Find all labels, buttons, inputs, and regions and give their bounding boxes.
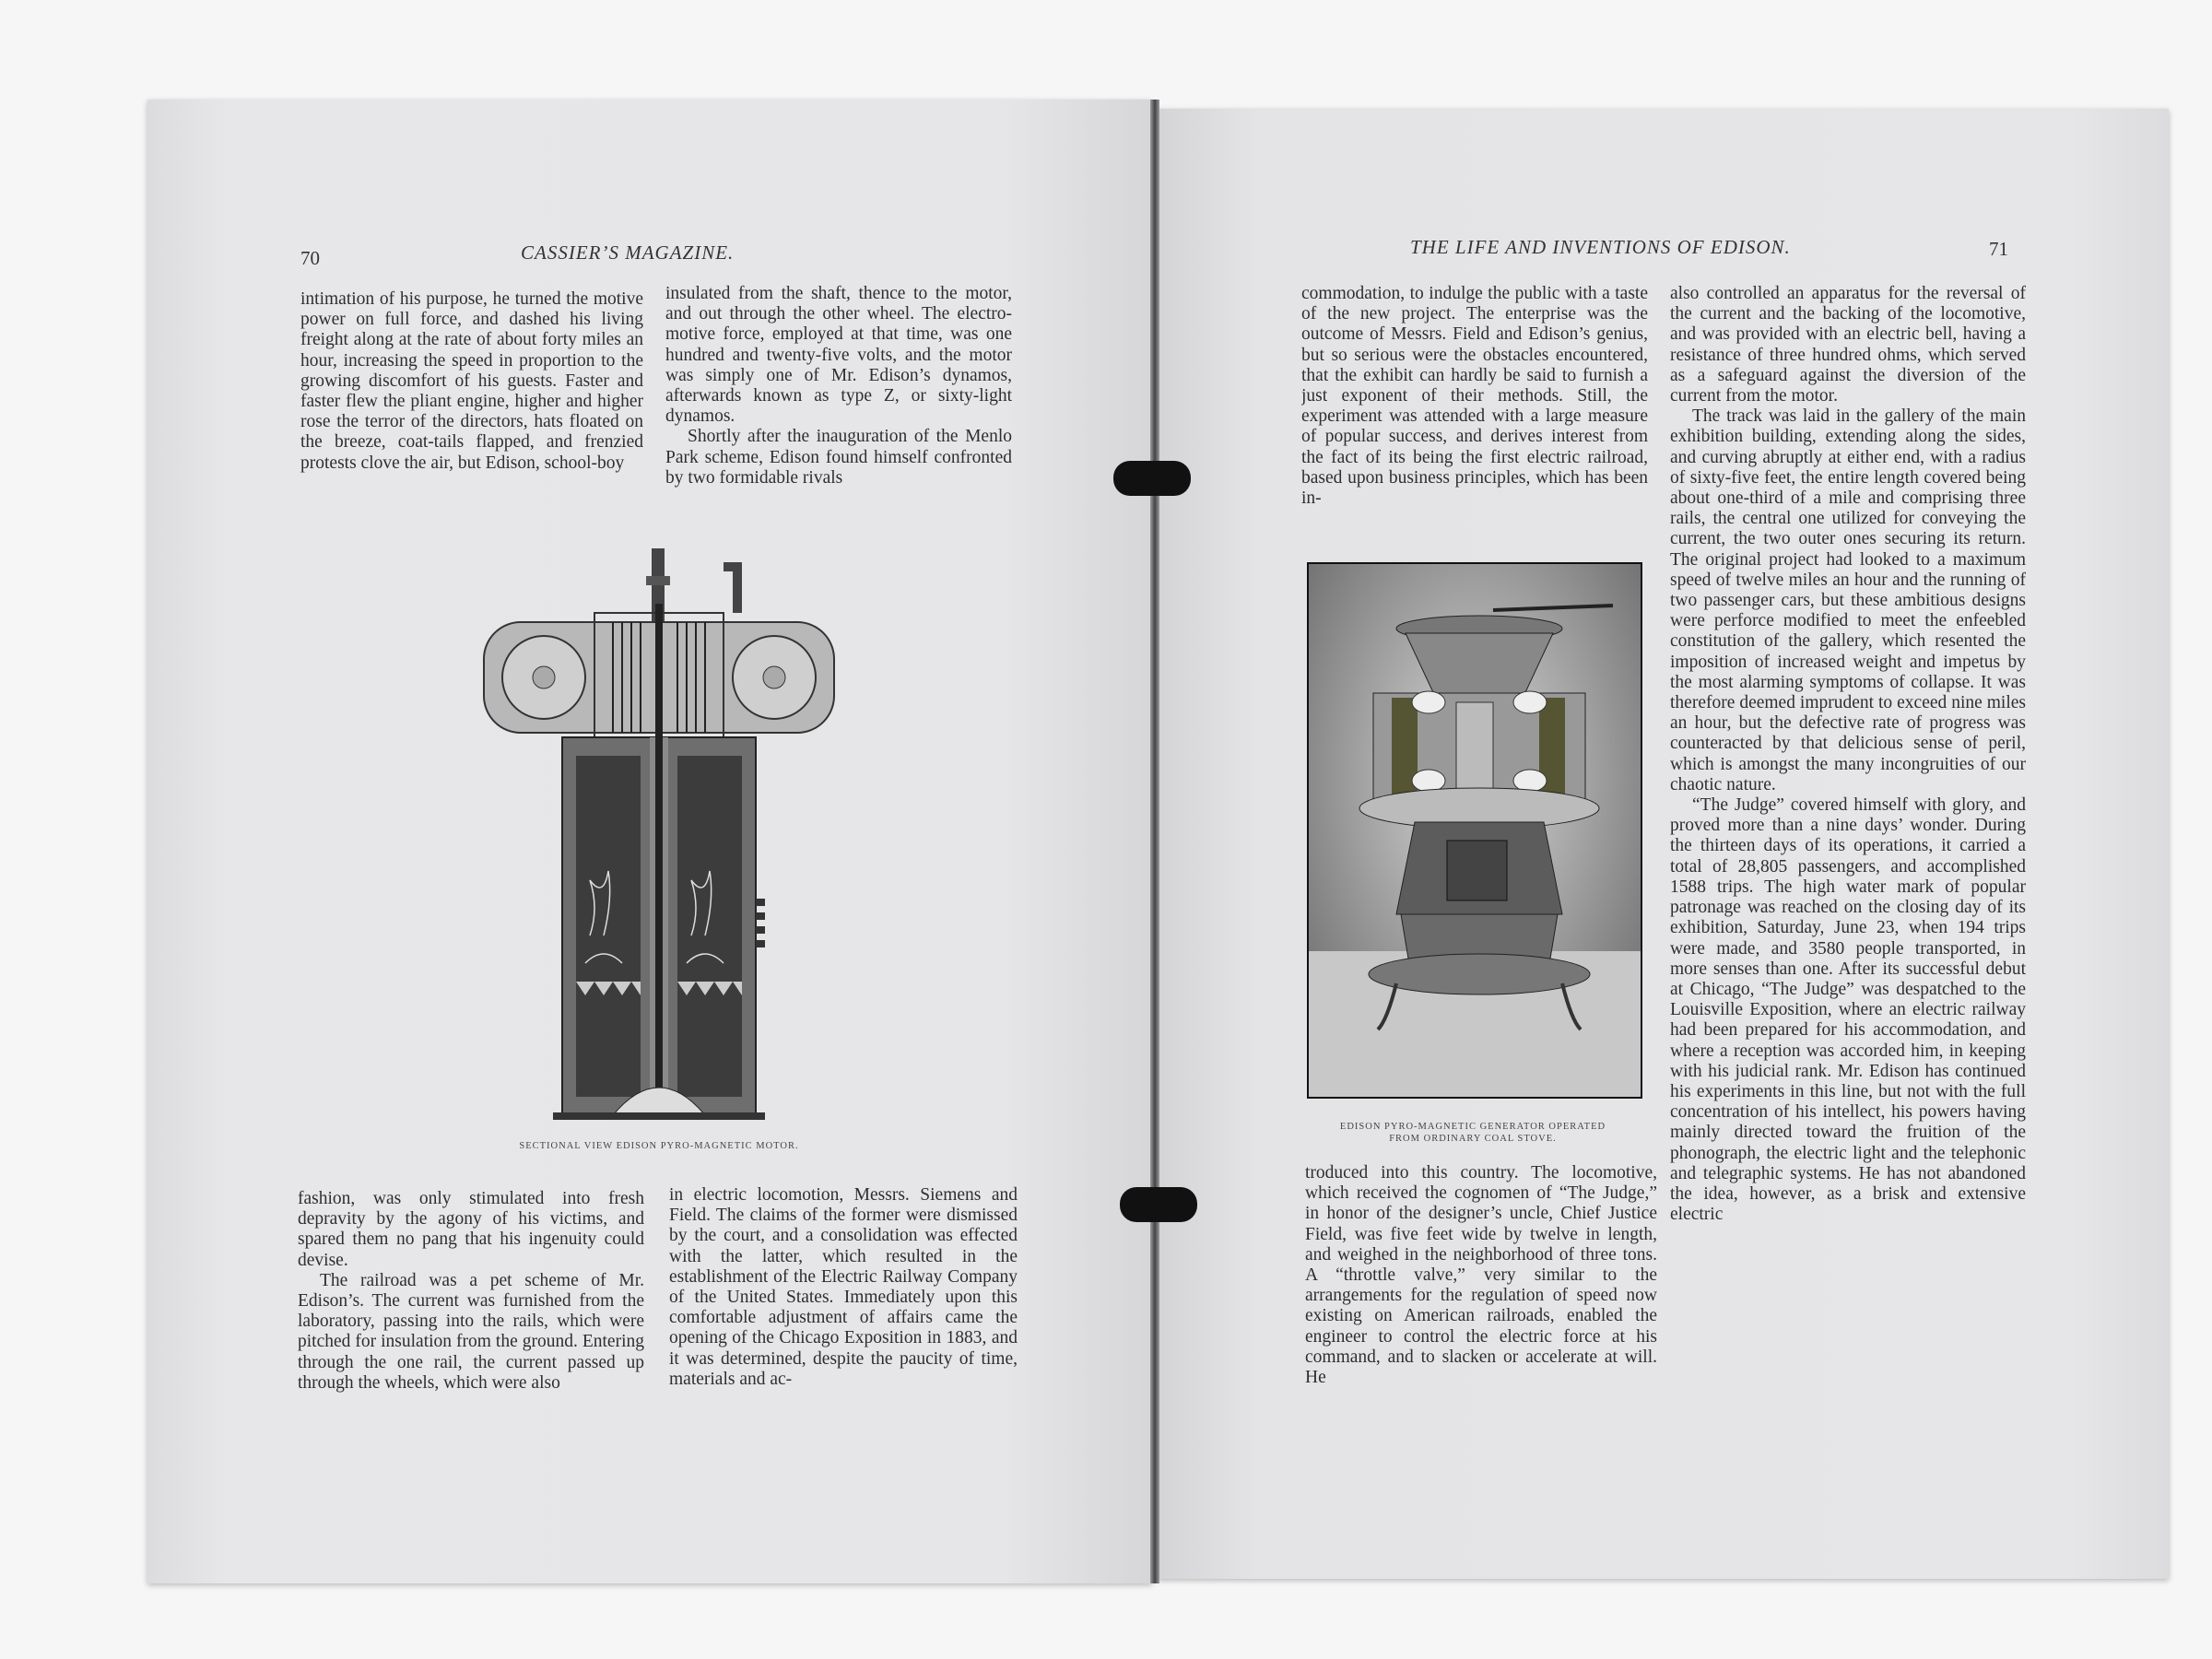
right-col2 — [1670, 284, 2026, 1413]
paragraph: also controlled an apparatus for the reversal of the current and the backing of the locomotive, and was provided with an electric bell, having a resistance of three hundred ohms, which served as a safeguard against the diversion of the current from the motor. — [1670, 284, 2026, 406]
paragraph: The track was laid in the gallery of the main exhibition building, extending along the sides, and curving abruptly at either end, with a radius of sixty-five feet, the entire length covered being about one-third of a mile and comprising three rails, the central one utilized for conveying the current, the two outer ones securing its return. The original project had looked to a maximum speed of twelve miles an hour and the running of two passenger cars, but these ambitious designs were perforce modified to meet the enfeebled constitution of the gallery, which resented the imposition of increased weight and impetus by the most alarming symptoms of collapse. It was therefore deemed imprudent to exceed nine miles an hour, but the defective rate of progress was counteracted by that delicious sense of peril, which is amongst the many incongruities of our chaotic nature. — [1670, 406, 2026, 794]
pyro-magnetic-motor-illustration — [475, 548, 843, 1129]
right-page-number: 71 — [1989, 238, 2008, 260]
paragraph: Shortly after the inauguration of the Menlo Park scheme, Edison found himself confronted by two formidable rivals — [665, 427, 1012, 488]
left-col1-bottom — [298, 1189, 644, 1419]
left-col1-top — [300, 289, 643, 516]
right-running-head: THE LIFE AND INVENTIONS OF EDISON. — [1410, 236, 1791, 258]
caption-line-2: FROM ORDINARY COAL STOVE. — [1389, 1134, 1557, 1144]
left-col2-top — [665, 284, 1012, 514]
right-col1-bottom — [1305, 1163, 1657, 1421]
paragraph: intimation of his purpose, he turned the motive power on full force, and dashed his living freight along at the rate of about forty miles an hour, increasing the speed in proportion to the growing discomfort of his guests. Faster and faster flew the pliant engine, higher and higher rose the terror of the directors, hats floated on the breeze, coat-tails flapped, and frenzied protests clove the air, but Edison, school-boy — [300, 289, 643, 473]
book-spine — [1150, 100, 1159, 1583]
paragraph: insulated from the shaft, thence to the motor, and out through the other wheel. The electro-motive force, employed at that time, was one hundred and twenty-five volts, and the motor was simply one of Mr. Edison’s dynamos, afterwards known as type Z, or sixty-light dynamos. — [665, 284, 1012, 427]
right-figure-caption — [1307, 1121, 1639, 1145]
paragraph: in electric locomotion, Messrs. Siemens and Field. The claims of the former were dismissed by the court, and a consolidation was effected with the latter, which resulted in the establishment of the Electric Railway Company of the United States. Immediately upon this comfortable adjustment of affairs came the opening of the Chicago Exposition in 1883, and it was determined, despite the paucity of time, materials and ac- — [669, 1185, 1018, 1389]
binding-hole-top — [1113, 461, 1191, 496]
binding-hole-bottom — [1120, 1187, 1197, 1222]
pyro-magnetic-generator-photo — [1307, 562, 1642, 1099]
paragraph: The railroad was a pet scheme of Mr. Edison’s. The current was furnished from the laboratory, passing into the rails, which were pitched for insulation from the ground. Entering through the one rail, the current passed up through the wheels, which were also — [298, 1270, 644, 1393]
paragraph: troduced into this country. The locomotive, which received the cognomen of “The Judge,” in honor of the designer’s uncle, Chief Justice Field, was five feet wide by twelve in length, and weighed in the neighborhood of three tons. A “throttle valve,” very similar to the arrangements for the regulation of speed now existing on American railroads, enabled the engineer to control the electric force at his command, and to slacken or accelerate at will. He — [1305, 1163, 1657, 1388]
caption-line-1: EDISON PYRO-MAGNETIC GENERATOR OPERATED — [1339, 1122, 1606, 1132]
right-col1-top — [1301, 284, 1648, 533]
left-running-head: CASSIER’S MAGAZINE. — [521, 241, 735, 264]
left-figure-caption: SECTIONAL VIEW EDISON PYRO-MAGNETIC MOTOR. — [519, 1141, 799, 1151]
paragraph: fashion, was only stimulated into fresh depravity by the agony of his victims, and spared them no pang that his ingenuity could devise. — [298, 1189, 644, 1270]
left-page-number: 70 — [300, 247, 320, 269]
paragraph: “The Judge” covered himself with glory, and proved more than a nine days’ wonder. During the thirteen days of its operations, it carried a total of 28,805 passengers, and accomplished 1588 trips. The high water mark of popular patronage was reached on the closing day of its exhibition, Saturday, June 23, when 194 trips were made, and 3580 people transported, in more senses than one. After its successful debut at Chicago, “The Judge” was despatched to the Louisville Exposition, where an electric railway had been prepared for his accommodation, and where a reception was accorded him, in keeping with his judicial rank. Mr. Edison has continued his experiments in this line, but not with the full concentration of his intellect, his powers having mainly directed toward the fruition of the phonograph, the electric light and the telephonic and telegraphic systems. He has not abandoned the idea, however, as a brisk and extensive electric — [1670, 795, 2026, 1225]
left-col2-bottom — [669, 1185, 1018, 1416]
paragraph: commodation, to indulge the public with a taste of the new project. The enterprise was the outcome of Messrs. Field and Edison’s genius, but so serious were the obstacles encountered, that the exhibit can hardly be said to furnish a just exponent of their methods. Still, the experiment was attended with a large measure of popular success, and derives interest from the fact of its being the first electric railroad, based upon business principles, which has been in- — [1301, 284, 1648, 509]
